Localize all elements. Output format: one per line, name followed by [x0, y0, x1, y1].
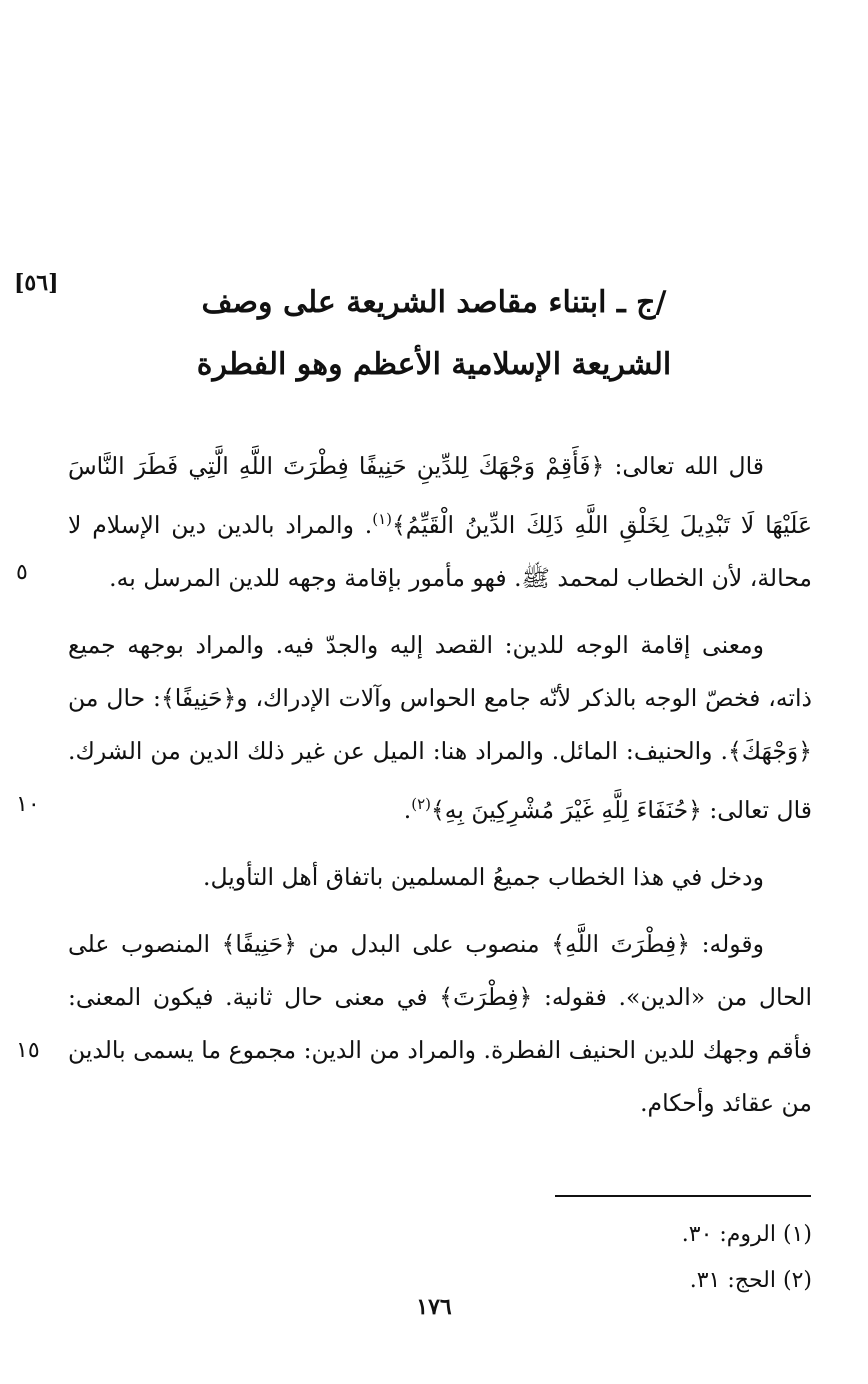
body-text: [16, 440, 812, 1130]
heading-line-1: /ج ـ ابتناء مقاصد الشريعة على وصف: [201, 285, 667, 320]
paragraph-2-part-3: . والحنيف: المائل. والمراد هنا: الميل عن غير ذلك الدين من الشرك. قال تعالى:: [68, 736, 812, 824]
quran-word-wajhaka: ﴿وَجْهَكَ﴾: [727, 736, 812, 765]
paragraph-2-part-4: .: [403, 795, 412, 824]
page-number: ١٧٦: [416, 1294, 452, 1320]
footnote-2: (٢) الحج: ٣١.: [689, 1268, 812, 1293]
paragraph-2-part-1: ومعنى إقامة الوجه للدين: القصد إليه والجدّ فيه. والمراد بوجهه جميع ذاته، فخصّ الوجه بالذكر لأنّه جامع الحواس وآلات الإدراك، و: [68, 630, 812, 712]
paragraph-2-part-2: : حال من: [68, 683, 161, 712]
quran-word-fitrata-allah: ﴿فِطْرَتَ اللَّهِ﴾: [551, 929, 690, 958]
paragraph-4-part-1: وقوله:: [690, 929, 764, 958]
paragraph-4-part-4: في معنى حال ثانية. فيكون المعنى: فأقم وجهك للدين الحنيف الفطرة. والمراد من الدين: مجموع ما يسمى بالدين من عقائد وأحكام.: [68, 982, 812, 1117]
footnotes: [682, 1212, 812, 1304]
line-number-15: ١٥: [16, 1037, 40, 1063]
footnote-separator: [555, 1195, 811, 1197]
quran-verse-rum-30: ﴿فَأَقِمْ وَجْهَكَ لِلدِّينِ حَنِيفًا فِطْرَتَ اللَّهِ الَّتِي فَطَرَ النَّاسَ عَلَيْهَا لَا تَبْدِيلَ لِخَلْقِ اللَّهِ ذَلِكَ الدِّينُ الْقَيِّمُ﴾: [68, 452, 812, 539]
footnote-ref-2: (٢): [411, 794, 432, 813]
line-number-5: ٥: [16, 560, 28, 585]
paragraph-4-part-3: المنصوب على الحال من «الدين». فقوله:: [68, 929, 812, 1011]
footnote-ref-1: (١): [372, 510, 392, 528]
section-heading: [150, 272, 718, 396]
paragraph-1-part-2: . والمراد بالدين دين الإسلام لا محالة، لأن الخطاب لمحمد ﷺ. فهو مأمور بإقامة وجهه للدين المرسل به.: [68, 510, 812, 592]
footnote-1: (١) الروم: ٣٠.: [681, 1222, 812, 1247]
quran-word-hanifan-2: ﴿حَنِيفًا﴾: [221, 929, 297, 958]
quran-verse-hajj-31: ﴿حُنَفَاءَ لِلَّهِ غَيْرَ مُشْرِكِينَ بِهِ﴾: [431, 795, 702, 824]
quran-word-fitrata: ﴿فِطْرَتَ﴾: [439, 982, 533, 1011]
paragraph-1: [16, 440, 812, 605]
line-number-10: ١٠: [16, 791, 40, 817]
paragraph-4: [16, 918, 812, 1130]
paragraph-4-part-2: منصوب على البدل من: [296, 929, 552, 958]
paragraph-3: [68, 851, 812, 904]
paragraph-3-text: ودخل في هذا الخطاب جميعُ المسلمين باتفاق أهل التأويل.: [202, 862, 764, 891]
heading-line-2: الشريعة الإسلامية الأعظم وهو الفطرة: [196, 347, 672, 382]
page-margin-marker: [٥٦]: [14, 270, 59, 296]
paragraph-2: [16, 619, 812, 837]
quran-word-hanifan: ﴿حَنِيفًا﴾: [160, 683, 237, 712]
paragraph-1-part-1: قال الله تعالى:: [604, 452, 764, 480]
